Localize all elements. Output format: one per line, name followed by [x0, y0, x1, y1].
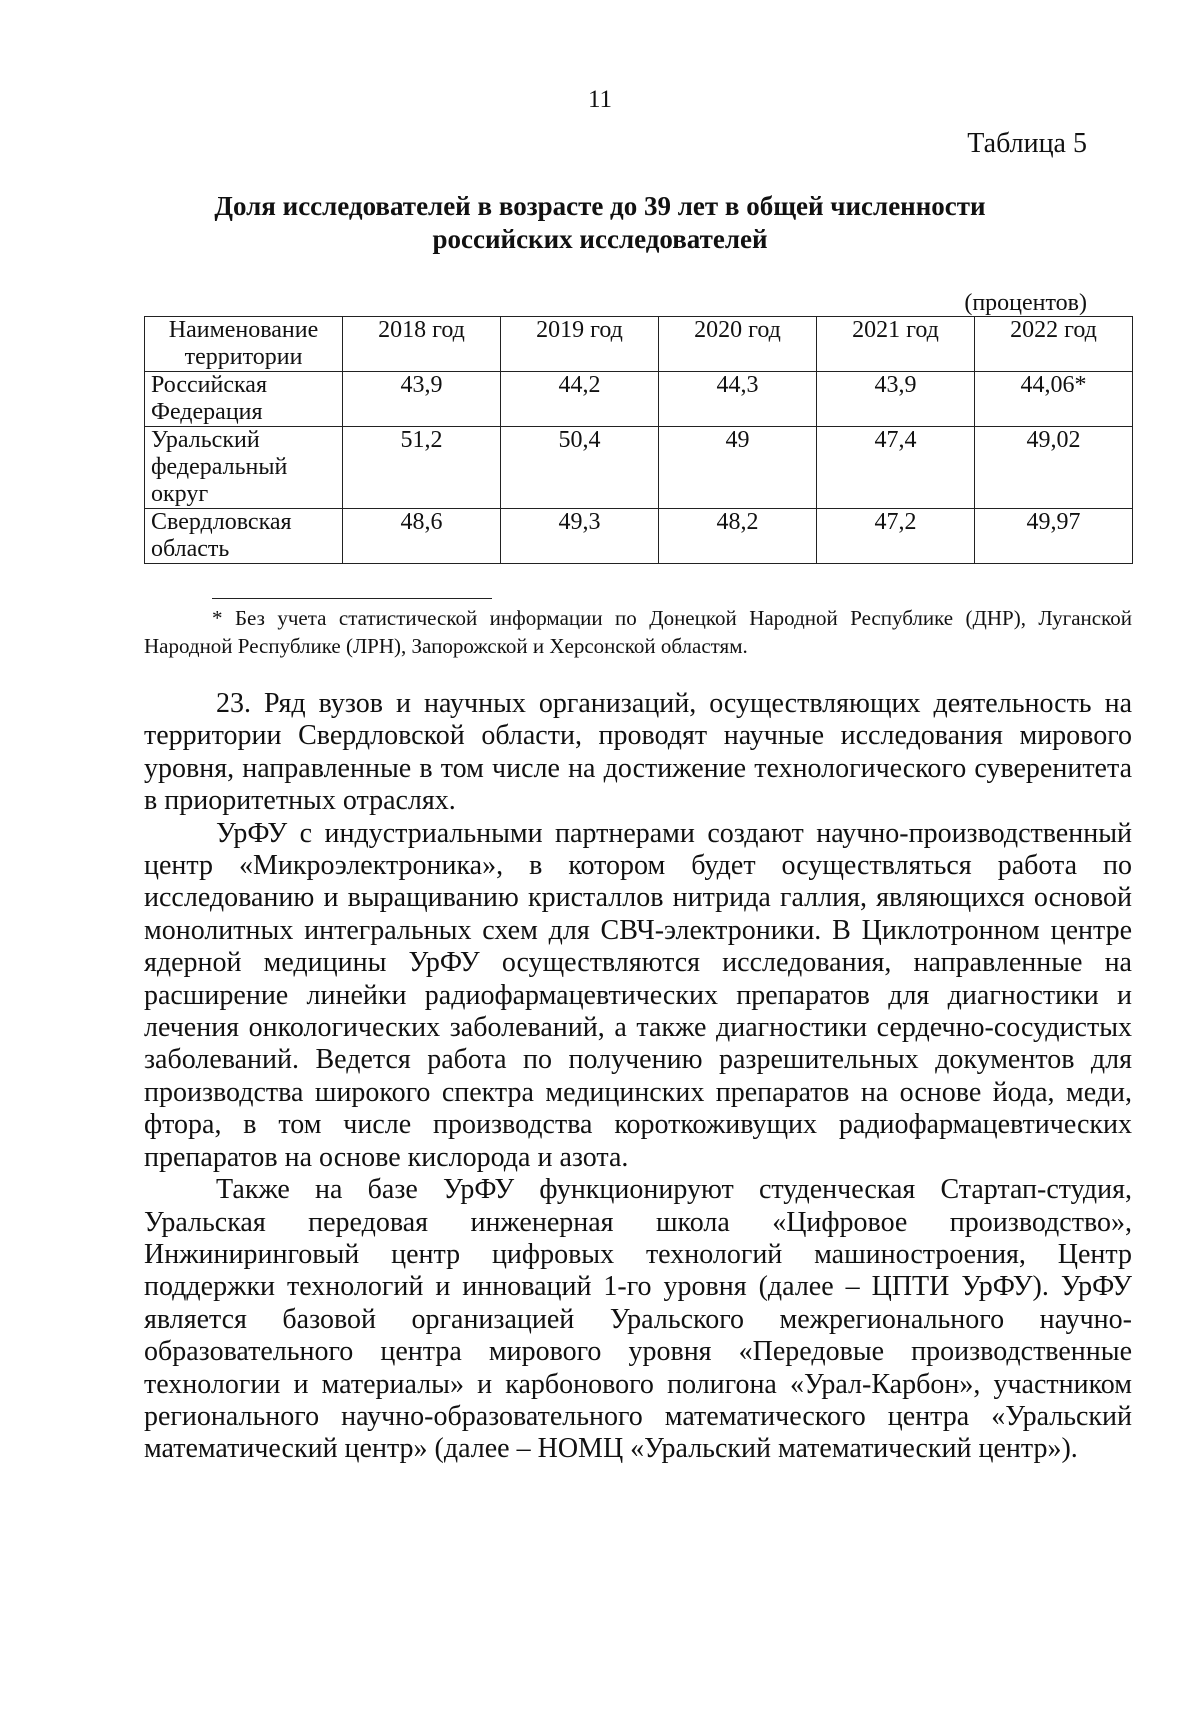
table-row	[145, 509, 1133, 564]
header-2019: 2019 год	[501, 317, 659, 372]
page-number: 11	[587, 86, 613, 113]
cell-value: 50,4	[501, 427, 659, 509]
table-title-line-1: Доля исследователей в возрасте до 39 лет в общей численности	[214, 191, 986, 221]
cell-value: 48,2	[659, 509, 817, 564]
cell-value: 43,9	[817, 372, 975, 427]
cell-value: 48,6	[343, 509, 501, 564]
header-2020: 2020 год	[659, 317, 817, 372]
cell-value: 44,06*	[975, 372, 1133, 427]
header-2022: 2022 год	[975, 317, 1133, 372]
table-row	[145, 427, 1133, 509]
cell-value: 49	[659, 427, 817, 509]
cell-value: 44,3	[659, 372, 817, 427]
footnote: * Без учета статистической информации по Донецкой Народной Республике (ДНР), Луганской Народной Республике (ЛРН), Запорожской и Херсонской областям.	[144, 606, 1132, 658]
cell-value: 49,3	[501, 509, 659, 564]
footnote-divider	[212, 598, 492, 599]
cell-value: 43,9	[343, 372, 501, 427]
paragraph-urfu-microelectronics: УрФУ с индустриальными партнерами создают научно-производственный центр «Микроэлектроника», в котором будет осуществляться работа по исследованию и выращиванию кристаллов нитрида галлия, являющихся основой монолитных интегральных схем для СВЧ-электроники. В Циклотронном центре ядерной медицины УрФУ осуществляются исследования, направленные на расширение линейки радиофармацевтических препаратов для диагностики и лечения онкологических заболеваний, а также диагностики сердечно-сосудистых заболеваний. Ведется работа по получению разрешительных документов для производства широкого спектра медицинских препаратов на основе йода, меди, фтора, в том числе производства короткоживущих радиофармацевтических препаратов на основе кислорода и азота.	[144, 817, 1132, 1173]
data-table	[144, 316, 1133, 564]
table-title-line-2: российских исследователей	[432, 224, 768, 254]
row-territory: Свердловская область	[145, 509, 343, 564]
table-title	[180, 190, 1020, 256]
cell-value: 47,2	[817, 509, 975, 564]
table-header-row	[145, 317, 1133, 372]
cell-value: 47,4	[817, 427, 975, 509]
table-units: (процентов)	[964, 290, 1087, 316]
paragraph-urfu-startups: Также на базе УрФУ функционируют студенческая Стартап-студия, Уральская передовая инженерная школа «Цифровое производство», Инжиниринговый центр цифровых технологий машиностроения, Центр поддержки технологий и инноваций 1-го уровня (далее – ЦПТИ УрФУ). УрФУ является базовой организацией Уральского межрегионального научно-образовательного центра мирового уровня «Передовые производственные технологии и материалы» и карбонового полигона «Урал-Карбон», участником регионального научно-образовательного математического центра «Уральский математический центр» (далее – НОМЦ «Уральский математический центр»).	[144, 1174, 1132, 1465]
cell-value: 49,97	[975, 509, 1133, 564]
paragraph-23: 23. Ряд вузов и научных организаций, осуществляющих деятельность на территории Свердловской области, проводят научные исследования мирового уровня, направленные в том числе на достижение технологического суверенитета в приоритетных отраслях.	[144, 688, 1132, 817]
cell-value: 49,02	[975, 427, 1133, 509]
cell-value: 44,2	[501, 372, 659, 427]
row-territory: Уральский федеральный округ	[145, 427, 343, 509]
header-2021: 2021 год	[817, 317, 975, 372]
header-2018: 2018 год	[343, 317, 501, 372]
header-territory: Наименование территории	[145, 317, 343, 372]
body-text	[144, 688, 1132, 1466]
row-territory: Российская Федерация	[145, 372, 343, 427]
cell-value: 51,2	[343, 427, 501, 509]
table-label: Таблица 5	[967, 128, 1087, 159]
table-row	[145, 372, 1133, 427]
